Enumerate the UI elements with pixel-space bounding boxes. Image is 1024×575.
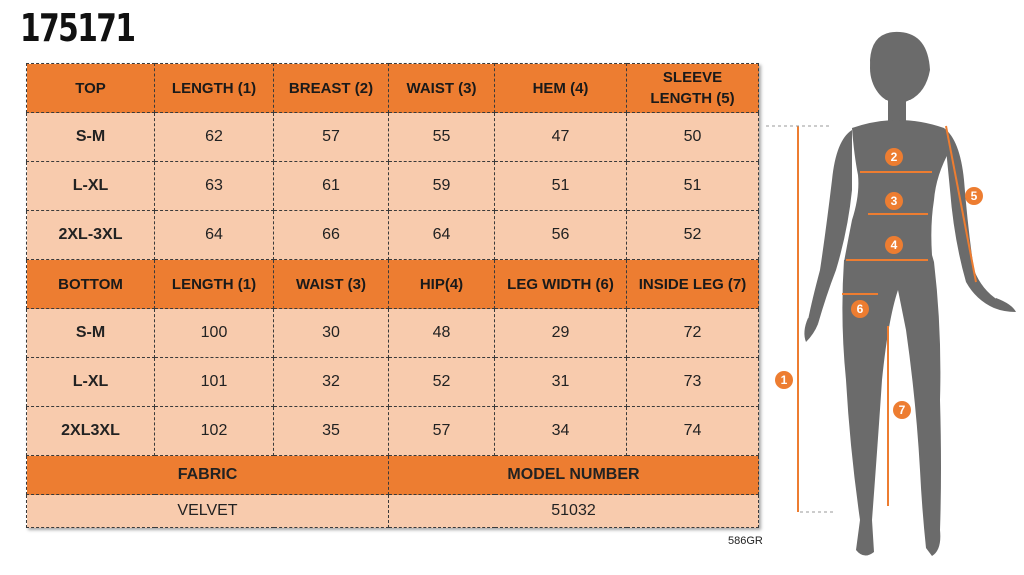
table-row [27,358,759,407]
table-cell: 55 [389,113,495,162]
table-cell: 30 [274,309,389,358]
table-cell: 31 [495,358,627,407]
header-cell: BOTTOM [27,260,155,309]
table-cell: 100 [155,309,274,358]
marker-1 [775,371,793,389]
header-cell: HEM (4) [495,64,627,113]
table-cell: 57 [389,407,495,456]
table-cell: 62 [155,113,274,162]
marker-6 [851,300,869,318]
table-cell: 50 [627,113,759,162]
table-cell: 61 [274,162,389,211]
reference-code: 586GR [728,535,763,547]
marker-5 [965,187,983,205]
svg-text:1: 1 [780,373,788,387]
model-number-label: MODEL NUMBER [389,456,759,495]
table-row [27,113,759,162]
fabric-value: VELVET [27,495,389,528]
table-cell: 59 [389,162,495,211]
header-cell: BREAST (2) [274,64,389,113]
header-cell: TOP [27,64,155,113]
fabric-label: FABRIC [27,456,389,495]
table-cell: 48 [389,309,495,358]
svg-text:4: 4 [890,238,898,252]
table-row [27,309,759,358]
header-cell: SLEEVE LENGTH (5) [627,64,759,113]
table-cell: 64 [155,211,274,260]
size-label: 2XL3XL [27,407,155,456]
silhouette [804,32,1016,556]
svg-text:3: 3 [890,194,898,208]
model-number-value: 51032 [389,495,759,528]
table-row [27,162,759,211]
marker-4 [885,236,903,254]
svg-text:7: 7 [898,403,906,417]
table-cell: 102 [155,407,274,456]
marker-3 [885,192,903,210]
header-cell: LEG WIDTH (6) [495,260,627,309]
table-row [27,211,759,260]
size-label: S-M [27,309,155,358]
table-cell: 34 [495,407,627,456]
table-cell: 57 [274,113,389,162]
table-cell: 74 [627,407,759,456]
footer-header-row [27,456,759,495]
header-cell: WAIST (3) [274,260,389,309]
table-row [27,407,759,456]
svg-text:2: 2 [890,150,898,164]
svg-text:6: 6 [856,302,864,316]
header-cell: LENGTH (1) [155,260,274,309]
table-cell: 63 [155,162,274,211]
header-cell: INSIDE LEG (7) [627,260,759,309]
table-cell: 52 [627,211,759,260]
table-cell: 101 [155,358,274,407]
marker-2 [885,148,903,166]
table-cell: 47 [495,113,627,162]
body-measurement-figure [760,0,1024,575]
table-cell: 56 [495,211,627,260]
marker-7 [893,401,911,419]
table-cell: 51 [495,162,627,211]
table-cell: 64 [389,211,495,260]
table-cell: 73 [627,358,759,407]
size-label: 2XL-3XL [27,211,155,260]
table-cell: 66 [274,211,389,260]
table-cell: 32 [274,358,389,407]
size-label: L-XL [27,358,155,407]
size-label: S-M [27,113,155,162]
table-cell: 35 [274,407,389,456]
product-code: 175171 [20,6,135,50]
table-cell: 51 [627,162,759,211]
measurement-guides [766,126,834,512]
header-cell: LENGTH (1) [155,64,274,113]
bottom-header-row [27,260,759,309]
header-cell: HIP(4) [389,260,495,309]
svg-text:5: 5 [970,189,978,203]
header-cell: WAIST (3) [389,64,495,113]
size-chart-table [26,63,759,528]
table-cell: 72 [627,309,759,358]
footer-value-row [27,495,759,528]
table-cell: 52 [389,358,495,407]
top-header-row [27,64,759,113]
table-cell: 29 [495,309,627,358]
size-label: L-XL [27,162,155,211]
